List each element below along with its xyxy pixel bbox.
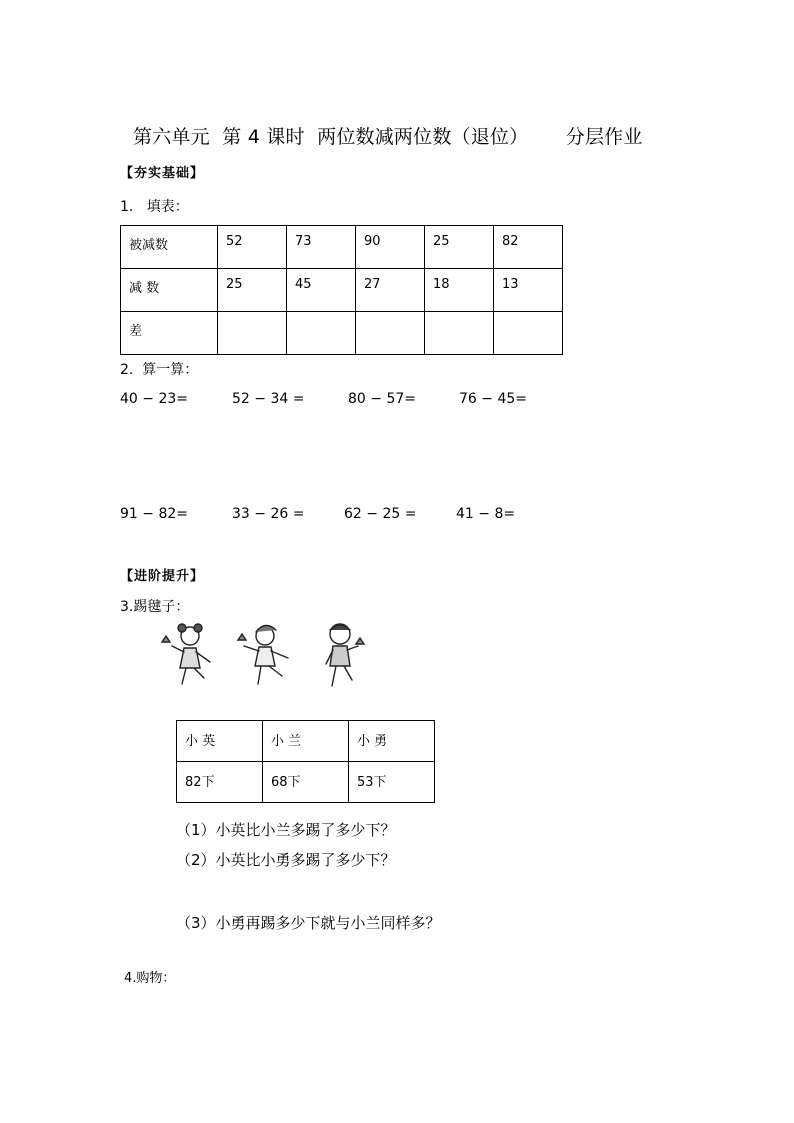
q3-subquestion-1: （1）小英比小兰多踢了多少下？	[176, 821, 396, 839]
expression: 80 − 57=	[348, 391, 416, 407]
table-cell: 13	[494, 269, 563, 312]
table-cell: 25	[218, 269, 287, 312]
table-cell: 45	[287, 269, 356, 312]
expression: 91 − 82=	[120, 506, 188, 522]
table-cell: 68下	[263, 762, 349, 803]
table-cell: 53下	[349, 762, 435, 803]
section-basic: 【夯实基础】	[120, 166, 205, 181]
table-cell: 73	[287, 226, 356, 269]
table-cell: 差	[121, 312, 218, 355]
q3-label: 3.踢毽子：	[120, 599, 190, 615]
expression: 62 − 25 =	[344, 506, 417, 522]
table-cell: 52	[218, 226, 287, 269]
children-kicking-shuttlecock-illustration	[160, 618, 390, 698]
table-row	[121, 226, 563, 269]
table-cell: 小 英	[177, 721, 263, 762]
fill-table	[120, 225, 563, 355]
table-cell: 82下	[177, 762, 263, 803]
expression: 41 − 8=	[456, 506, 516, 522]
table-cell: 18	[425, 269, 494, 312]
girl-figure-1	[162, 624, 210, 684]
table-cell: 82	[494, 226, 563, 269]
table-cell: 减 数	[121, 269, 218, 312]
table-row	[121, 269, 563, 312]
table-cell: 25	[425, 226, 494, 269]
table-row	[121, 312, 563, 355]
kick-count-table	[176, 720, 435, 803]
expression: 33 − 26 =	[232, 506, 305, 522]
table-cell: 27	[356, 269, 425, 312]
q3-subquestion-2: （2）小英比小勇多踢了多少下？	[176, 851, 396, 869]
table-cell: 小 勇	[349, 721, 435, 762]
answer-cell[interactable]	[356, 312, 425, 355]
expression: 76 − 45=	[459, 391, 527, 407]
page-title: 第六单元 第 4 课时 两位数减两位数（退位） 分层作业	[133, 126, 643, 148]
q1-label: 1. 填表：	[120, 199, 189, 215]
section-advanced: 【进阶提升】	[120, 569, 205, 584]
table-cell: 90	[356, 226, 425, 269]
expression: 40 − 23=	[120, 391, 188, 407]
table-cell: 被减数	[121, 226, 218, 269]
q3-subquestion-3: （3）小勇再踢多少下就与小兰同样多？	[176, 914, 441, 932]
table-row	[177, 762, 435, 803]
expression: 52 − 34 =	[232, 391, 305, 407]
table-row	[177, 721, 435, 762]
q4-label: 4.购物：	[124, 971, 176, 986]
q2-label: 2. 算一算：	[120, 362, 199, 378]
answer-cell[interactable]	[218, 312, 287, 355]
answer-cell[interactable]	[494, 312, 563, 355]
girl-figure-2	[238, 625, 288, 684]
answer-cell[interactable]	[287, 312, 356, 355]
boy-figure	[326, 624, 364, 686]
table-cell: 小 兰	[263, 721, 349, 762]
answer-cell[interactable]	[425, 312, 494, 355]
